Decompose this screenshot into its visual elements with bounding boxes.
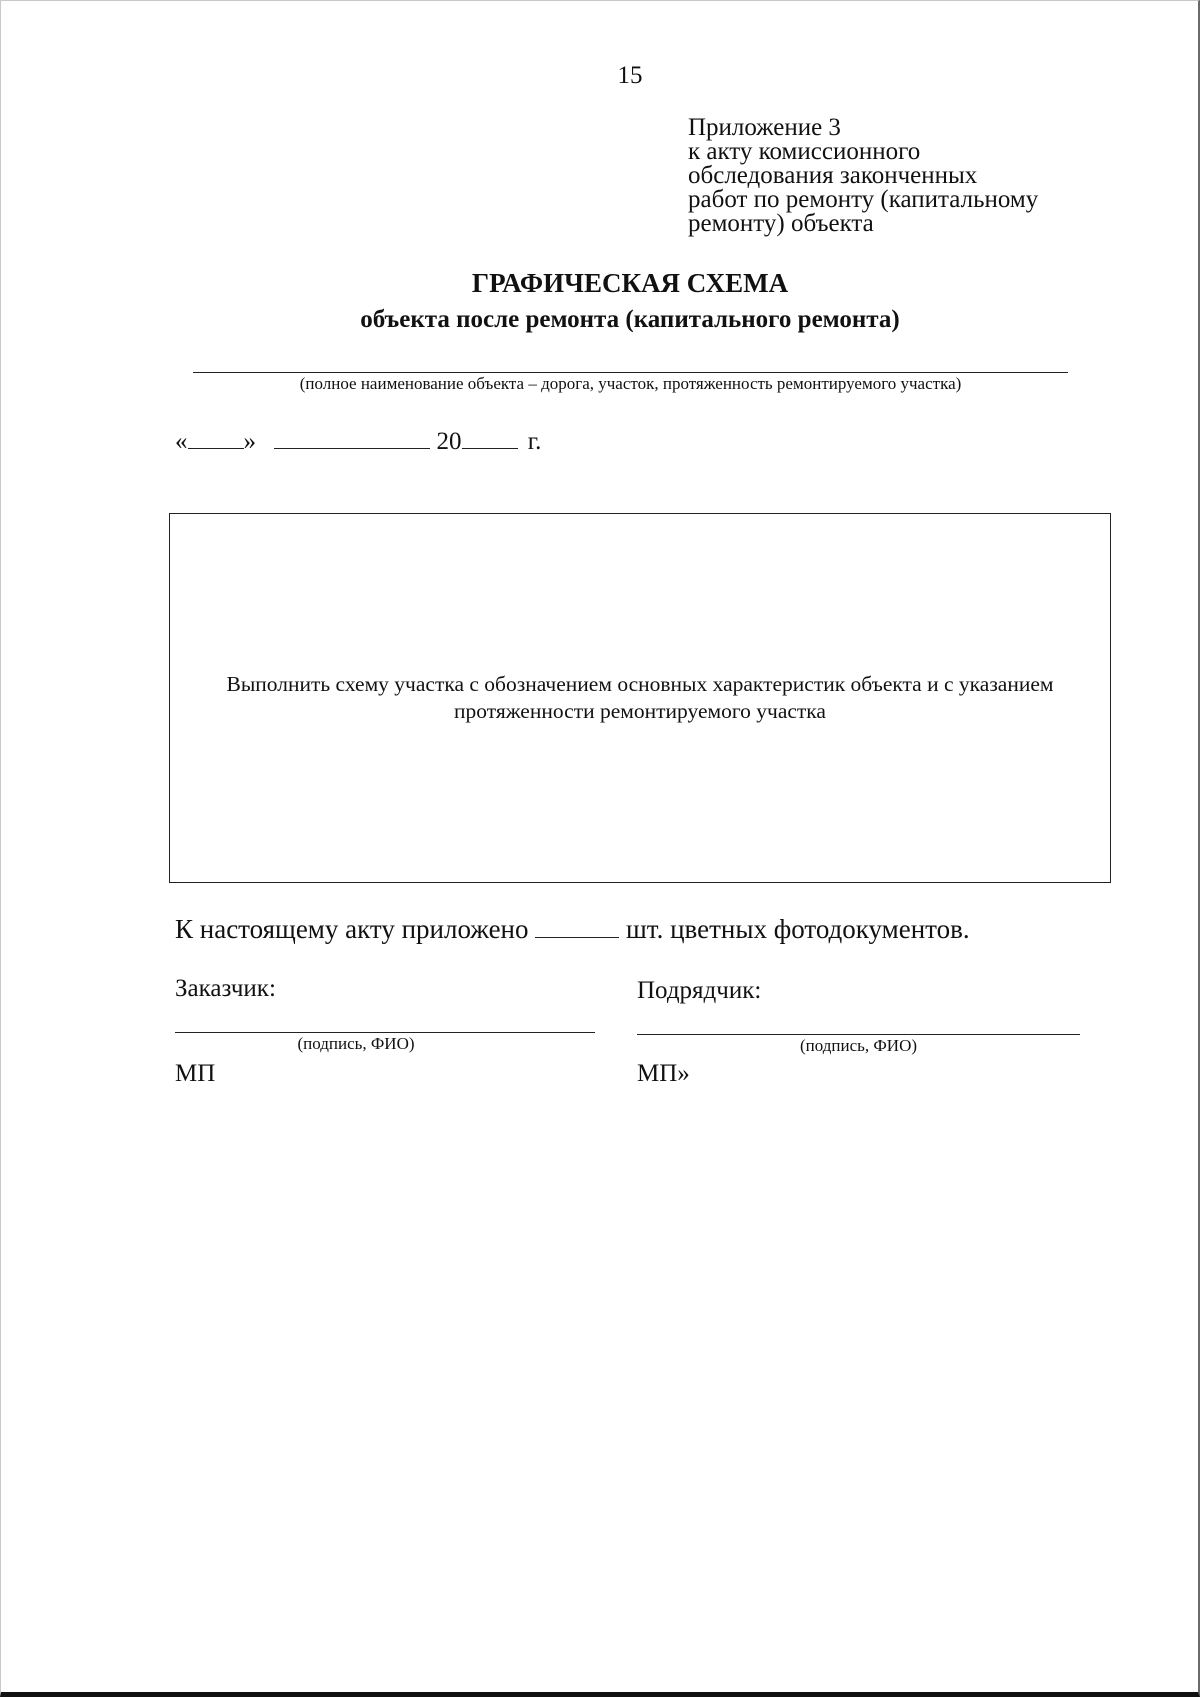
schema-box (169, 513, 1111, 883)
customer-stamp: МП (175, 1060, 216, 1087)
attached-text-after: шт. цветных фотодокументов. (626, 914, 970, 944)
year-prefix: 20 (436, 428, 462, 455)
appendix-line: работ по ремонту (капитальному (688, 186, 1039, 213)
month-blank (274, 426, 430, 449)
day-blank (188, 426, 244, 449)
year-blank (462, 426, 518, 449)
customer-signature-caption: (подпись, ФИО) (297, 1034, 415, 1053)
customer-label: Заказчик: (175, 975, 276, 1002)
appendix-line: ремонту) объекта (688, 210, 874, 237)
document-subtitle: объекта после ремонта (капитального ремонта) (360, 306, 900, 333)
appendix-line: к акту комиссионного (688, 138, 921, 165)
contractor-label: Подрядчик: (637, 977, 762, 1004)
object-name-caption: (полное наименование объекта – дорога, участок, протяженность ремонтируемого участка) (299, 374, 962, 393)
contractor-signature-line (637, 1034, 1080, 1035)
year-suffix: г. (527, 428, 542, 455)
schema-instruction (226, 671, 1053, 725)
appendix-line: обследования законченных (688, 162, 978, 189)
photo-count-blank (535, 915, 619, 938)
date-close-quote: » (243, 428, 256, 455)
attached-text-before: К настоящему акту приложено (175, 914, 529, 944)
schema-instruction-line: Выполнить схему участка с обозначением основных характеристик объекта и с указанием (226, 672, 1054, 696)
appendix-header (688, 116, 1038, 236)
appendix-line: Приложение 3 (688, 114, 841, 141)
date-row (175, 426, 541, 456)
contractor-signature-caption: (подпись, ФИО) (799, 1036, 918, 1055)
customer-signature-line (175, 1032, 595, 1033)
contractor-stamp: МП» (637, 1060, 690, 1087)
page-number: 15 (617, 62, 643, 89)
object-name-line (193, 372, 1068, 373)
attached-documents-row (175, 914, 970, 945)
schema-instruction-line: протяженности ремонтируемого участка (454, 699, 826, 723)
document-title: ГРАФИЧЕСКАЯ СХЕМА (471, 268, 789, 298)
date-open-quote: « (175, 428, 188, 455)
